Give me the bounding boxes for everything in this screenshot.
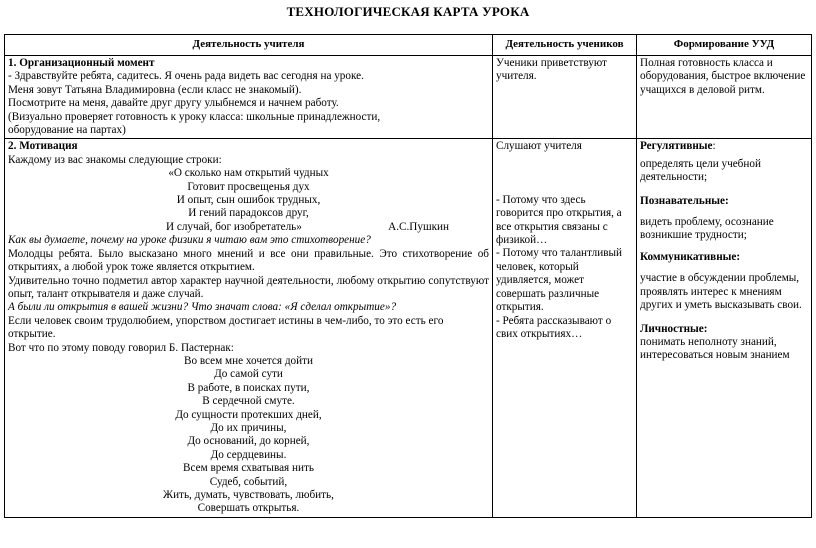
poem-line: И случай, бог изобретатель» bbox=[166, 220, 302, 233]
table-row bbox=[5, 56, 812, 139]
student-answer: - Ребята рассказывают о свих открытиях… bbox=[496, 314, 612, 340]
paragraph-2: Удивительно точно подметил автор характер научной деятельности, любому открытию сопутствуют опыт, талант открывателя и даже случай. bbox=[8, 274, 489, 300]
pushkin-poem bbox=[8, 167, 489, 221]
poem-author: А.С.Пушкин bbox=[388, 220, 449, 233]
student-answer: - Потому что здесь говорится про открытия, а все открытия связаны с физикой… bbox=[496, 193, 622, 247]
uud-personal-title: Личностные bbox=[640, 322, 704, 335]
poem-line: Жить, думать, чувствовать, любить, bbox=[163, 489, 334, 501]
poem-line: Во всем мне хочется дойти bbox=[184, 354, 313, 367]
uud-regulatory-text: определять цели учебной деятельности; bbox=[640, 157, 761, 184]
uud-cognitive-title: Познавательные bbox=[640, 194, 725, 207]
row1-heading: 1. Организационный момент bbox=[8, 57, 155, 69]
poem-line: До самой сути bbox=[214, 368, 283, 381]
row2-intro: Каждому из вас знакомы следующие строки: bbox=[8, 153, 222, 166]
poem-line: До оснований, до корней, bbox=[187, 435, 310, 448]
header-teacher: Деятельность учителя bbox=[5, 35, 493, 56]
student-answer: - Потому что талантливый человек, который удивляется, может совершать различные открытия. bbox=[496, 247, 622, 314]
uud-regulatory-title: Регулятивные bbox=[640, 140, 713, 153]
row1-line: оборудование на партах) bbox=[8, 124, 126, 137]
students-listen: Слушают учителя bbox=[496, 140, 582, 153]
lesson-table bbox=[4, 34, 812, 518]
paragraph-3: Если человек своим трудолюбием, упорством достигает истины в чем-либо, то это есть его открытие. bbox=[8, 314, 444, 341]
row1-line: Меня зовут Татьяна Владимировна (если класс не знакомый). bbox=[8, 83, 302, 96]
poem-line: И гений парадоксов друг, bbox=[188, 207, 309, 220]
header-students: Деятельность учеников bbox=[493, 35, 637, 56]
row1-students-cell: Ученики приветствуют учителя. bbox=[493, 56, 637, 139]
uud-cognitive-text: видеть проблему, осознание возникшие трудности; bbox=[640, 216, 774, 242]
uud-communicative-title: Коммуникативные bbox=[640, 250, 737, 263]
row1-line: Посмотрите на меня, давайте друг другу улыбнемся и начнем работу. bbox=[8, 97, 339, 110]
pasternak-poem bbox=[8, 355, 489, 516]
page-title: ТЕХНОЛОГИЧЕСКАЯ КАРТА УРОКА bbox=[286, 4, 530, 19]
row1-line: (Визуально проверяет готовность к уроку класса: школьные принадлежности, bbox=[8, 110, 381, 123]
question-2: А были ли открытия в вашей жизни? Что значат слова: «Я сделал открытие»? bbox=[8, 301, 397, 314]
poem-line: И опыт, сын ошибок трудных, bbox=[176, 194, 321, 207]
uud-personal-text: понимать неполноту знаний, интересоваться новым знанием bbox=[640, 335, 790, 362]
poem-line: «О сколько нам открытий чудных bbox=[168, 167, 329, 180]
poem-line: Судеб, событий, bbox=[209, 475, 288, 488]
row2-heading: 2. Мотивация bbox=[8, 140, 78, 153]
poem-line: До сердцевины. bbox=[210, 448, 287, 461]
poem-signature bbox=[8, 221, 489, 234]
row1-uud-cell: Полная готовность класса и оборудования, быстрое включение учащихся в деловой ритм. bbox=[637, 56, 812, 139]
row1-teacher-cell bbox=[5, 56, 493, 139]
uud-communicative-text: участие в обсуждении проблемы, проявлять интерес к мнениям других и уметь высказывать свои. bbox=[640, 272, 802, 312]
table-row bbox=[5, 139, 812, 517]
poem-line: До их причины, bbox=[210, 421, 287, 434]
table-header-row bbox=[5, 35, 812, 56]
row2-students-cell bbox=[493, 139, 637, 517]
row2-teacher-cell bbox=[5, 139, 493, 517]
header-uud: Формирование УУД bbox=[637, 35, 812, 56]
poem-line: Всем время схватывая нить bbox=[183, 462, 314, 475]
row1-line: - Здравствуйте ребята, садитесь. Я очень рада видеть вас сегодня на уроке. bbox=[8, 70, 364, 83]
poem-line: Совершать открытья. bbox=[197, 502, 300, 515]
row2-uud-cell: Регулятивные: определять цели учебной деятельности; Познавательные: видеть проблему, осознание возникшие трудности; Коммуникативные: участие в обсуждении проблемы, проявлять интерес к мнениям других и уметь высказывать свои. Личностные: понимать неполноту знаний, интересоваться новым знанием bbox=[637, 139, 812, 517]
question-1: Как вы думаете, почему на уроке физики я читаю вам это стихотворение? bbox=[8, 234, 371, 247]
poem-line: До сущности протекших дней, bbox=[175, 408, 322, 421]
paragraph-4: Вот что по этому поводу говорил Б. Пастернак: bbox=[8, 341, 234, 354]
poem-line: В работе, в поисках пути, bbox=[187, 381, 310, 394]
poem-line: В сердечной смуте. bbox=[202, 395, 295, 408]
answer-1: Молодцы ребята. Было высказано много мнений и все они правильные. Это стихотворение об открытиях, а любой урок тоже является открытием. bbox=[8, 247, 489, 274]
poem-line: Готовит просвещенья дух bbox=[187, 180, 310, 193]
